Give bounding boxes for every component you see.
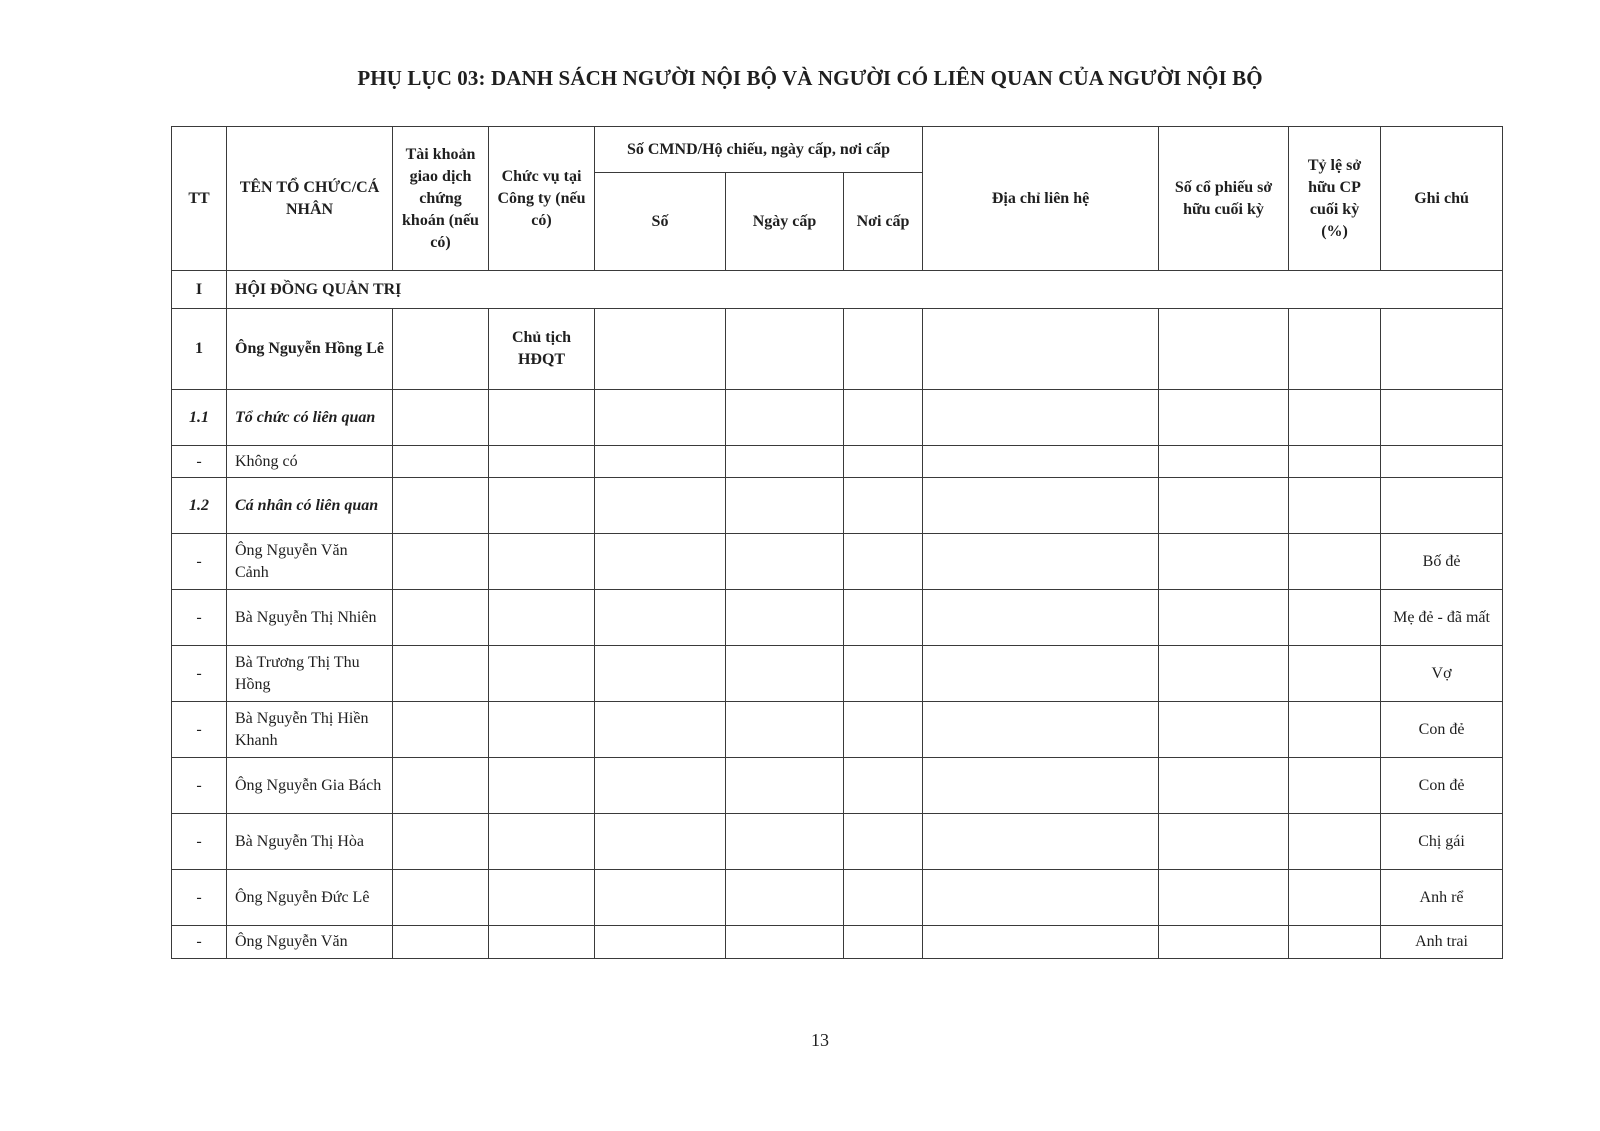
row-issue-date: [726, 478, 844, 534]
row-tt: -: [172, 814, 227, 870]
table-row: [172, 590, 1503, 646]
header-issue-date: Ngày cấp: [726, 173, 844, 271]
row-issue-place: [844, 758, 923, 814]
row-id-number: [595, 478, 726, 534]
row-position: [489, 446, 595, 478]
row-note: [1381, 390, 1503, 446]
row-shares: [1159, 646, 1289, 702]
section-tt: I: [172, 271, 227, 309]
row-issue-date: [726, 758, 844, 814]
table-row: [172, 534, 1503, 590]
row-note: Bố đẻ: [1381, 534, 1503, 590]
header-account: Tài khoản giao dịch chứng khoán (nếu có): [393, 127, 489, 271]
row-ratio: [1289, 446, 1381, 478]
row-ratio: [1289, 390, 1381, 446]
table-row: [172, 446, 1503, 478]
row-note: Mẹ đẻ - đã mất: [1381, 590, 1503, 646]
row-note: Vợ: [1381, 646, 1503, 702]
row-note: [1381, 446, 1503, 478]
row-shares: [1159, 926, 1289, 959]
row-address: [923, 309, 1159, 390]
table-row: [172, 870, 1503, 926]
row-account: [393, 870, 489, 926]
insider-table: [171, 126, 1503, 959]
row-name: Ông Nguyễn Hồng Lê: [227, 309, 393, 390]
row-account: [393, 390, 489, 446]
row-shares: [1159, 446, 1289, 478]
row-ratio: [1289, 478, 1381, 534]
header-issue-place: Nơi cấp: [844, 173, 923, 271]
row-tt: -: [172, 702, 227, 758]
row-account: [393, 590, 489, 646]
row-issue-date: [726, 926, 844, 959]
row-issue-date: [726, 814, 844, 870]
table-row: [172, 814, 1503, 870]
row-note: Chị gái: [1381, 814, 1503, 870]
row-name: Ông Nguyễn Văn Cảnh: [227, 534, 393, 590]
row-address: [923, 646, 1159, 702]
row-account: [393, 926, 489, 959]
row-ratio: [1289, 590, 1381, 646]
row-id-number: [595, 702, 726, 758]
row-address: [923, 446, 1159, 478]
row-account: [393, 446, 489, 478]
row-tt: -: [172, 590, 227, 646]
row-ratio: [1289, 926, 1381, 959]
header-id-number: Số: [595, 173, 726, 271]
row-account: [393, 758, 489, 814]
header-note: Ghi chú: [1381, 127, 1503, 271]
row-position: [489, 702, 595, 758]
row-issue-place: [844, 814, 923, 870]
row-tt: -: [172, 926, 227, 959]
row-address: [923, 590, 1159, 646]
row-name: Ông Nguyễn Gia Bách: [227, 758, 393, 814]
row-tt: -: [172, 646, 227, 702]
row-id-number: [595, 446, 726, 478]
row-address: [923, 702, 1159, 758]
row-address: [923, 758, 1159, 814]
table-row: [172, 702, 1503, 758]
row-position: [489, 814, 595, 870]
row-ratio: [1289, 309, 1381, 390]
row-id-number: [595, 390, 726, 446]
row-name: Tổ chức có liên quan: [227, 390, 393, 446]
row-ratio: [1289, 534, 1381, 590]
table-row: [172, 758, 1503, 814]
row-tt: 1.1: [172, 390, 227, 446]
row-issue-date: [726, 590, 844, 646]
section-row: [172, 271, 1503, 309]
row-shares: [1159, 814, 1289, 870]
header-address: Địa chỉ liên hệ: [923, 127, 1159, 271]
table-row: [172, 478, 1503, 534]
row-issue-date: [726, 870, 844, 926]
row-id-number: [595, 646, 726, 702]
table-row: [172, 646, 1503, 702]
row-address: [923, 390, 1159, 446]
header-shares: Số cổ phiếu sở hữu cuối kỳ: [1159, 127, 1289, 271]
row-note: [1381, 309, 1503, 390]
row-issue-date: [726, 446, 844, 478]
row-name: Ông Nguyễn Văn: [227, 926, 393, 959]
row-position: [489, 390, 595, 446]
row-issue-place: [844, 590, 923, 646]
table-row: [172, 390, 1503, 446]
row-issue-date: [726, 646, 844, 702]
header-id-group: Số CMND/Hộ chiếu, ngày cấp, nơi cấp: [595, 127, 923, 173]
section-label: HỘI ĐỒNG QUẢN TRỊ: [227, 271, 1503, 309]
row-issue-place: [844, 926, 923, 959]
row-issue-place: [844, 702, 923, 758]
row-shares: [1159, 758, 1289, 814]
header-position: Chức vụ tại Công ty (nếu có): [489, 127, 595, 271]
row-account: [393, 702, 489, 758]
row-tt: -: [172, 534, 227, 590]
table-row: [172, 309, 1503, 390]
row-position: [489, 534, 595, 590]
row-account: [393, 309, 489, 390]
row-issue-place: [844, 646, 923, 702]
row-name: Bà Nguyễn Thị Hiền Khanh: [227, 702, 393, 758]
row-issue-date: [726, 534, 844, 590]
row-shares: [1159, 534, 1289, 590]
row-issue-place: [844, 309, 923, 390]
row-issue-date: [726, 702, 844, 758]
row-ratio: [1289, 814, 1381, 870]
header-ratio: Tỷ lệ sở hữu CP cuối kỳ (%): [1289, 127, 1381, 271]
row-issue-date: [726, 309, 844, 390]
row-note: Con đẻ: [1381, 702, 1503, 758]
row-issue-place: [844, 390, 923, 446]
row-position: [489, 646, 595, 702]
row-ratio: [1289, 870, 1381, 926]
row-id-number: [595, 926, 726, 959]
row-note: Anh rể: [1381, 870, 1503, 926]
row-address: [923, 814, 1159, 870]
row-shares: [1159, 870, 1289, 926]
row-note: [1381, 478, 1503, 534]
row-shares: [1159, 309, 1289, 390]
row-issue-place: [844, 870, 923, 926]
row-account: [393, 646, 489, 702]
row-issue-date: [726, 390, 844, 446]
row-shares: [1159, 702, 1289, 758]
row-position: [489, 758, 595, 814]
row-position: [489, 870, 595, 926]
row-id-number: [595, 590, 726, 646]
row-tt: -: [172, 446, 227, 478]
row-address: [923, 870, 1159, 926]
header-tt: TT: [172, 127, 227, 271]
row-tt: 1.2: [172, 478, 227, 534]
row-issue-place: [844, 534, 923, 590]
header-name: TÊN TỔ CHỨC/CÁ NHÂN: [227, 127, 393, 271]
page-number: 13: [811, 1030, 829, 1050]
row-name: Bà Trương Thị Thu Hồng: [227, 646, 393, 702]
row-id-number: [595, 309, 726, 390]
row-issue-place: [844, 446, 923, 478]
row-position: [489, 590, 595, 646]
row-note: Con đẻ: [1381, 758, 1503, 814]
row-id-number: [595, 814, 726, 870]
table-row: [172, 926, 1503, 959]
row-name: Ông Nguyễn Đức Lê: [227, 870, 393, 926]
row-note: Anh trai: [1381, 926, 1503, 959]
row-ratio: [1289, 646, 1381, 702]
row-address: [923, 478, 1159, 534]
row-tt: 1: [172, 309, 227, 390]
row-shares: [1159, 590, 1289, 646]
row-id-number: [595, 534, 726, 590]
row-tt: -: [172, 758, 227, 814]
row-address: [923, 534, 1159, 590]
row-ratio: [1289, 702, 1381, 758]
row-name: Bà Nguyễn Thị Hòa: [227, 814, 393, 870]
row-name: Cá nhân có liên quan: [227, 478, 393, 534]
row-account: [393, 478, 489, 534]
row-issue-place: [844, 478, 923, 534]
row-shares: [1159, 478, 1289, 534]
row-account: [393, 814, 489, 870]
row-ratio: [1289, 758, 1381, 814]
row-name: Bà Nguyễn Thị Nhiên: [227, 590, 393, 646]
row-shares: [1159, 390, 1289, 446]
row-id-number: [595, 758, 726, 814]
row-account: [393, 534, 489, 590]
page-title: PHỤ LỤC 03: DANH SÁCH NGƯỜI NỘI BỘ VÀ NGƯỜI CÓ LIÊN QUAN CỦA NGƯỜI NỘI BỘ: [357, 66, 1263, 90]
row-address: [923, 926, 1159, 959]
row-name: Không có: [227, 446, 393, 478]
row-tt: -: [172, 870, 227, 926]
row-position: [489, 478, 595, 534]
row-position: Chủ tịch HĐQT: [489, 309, 595, 390]
row-position: [489, 926, 595, 959]
row-id-number: [595, 870, 726, 926]
